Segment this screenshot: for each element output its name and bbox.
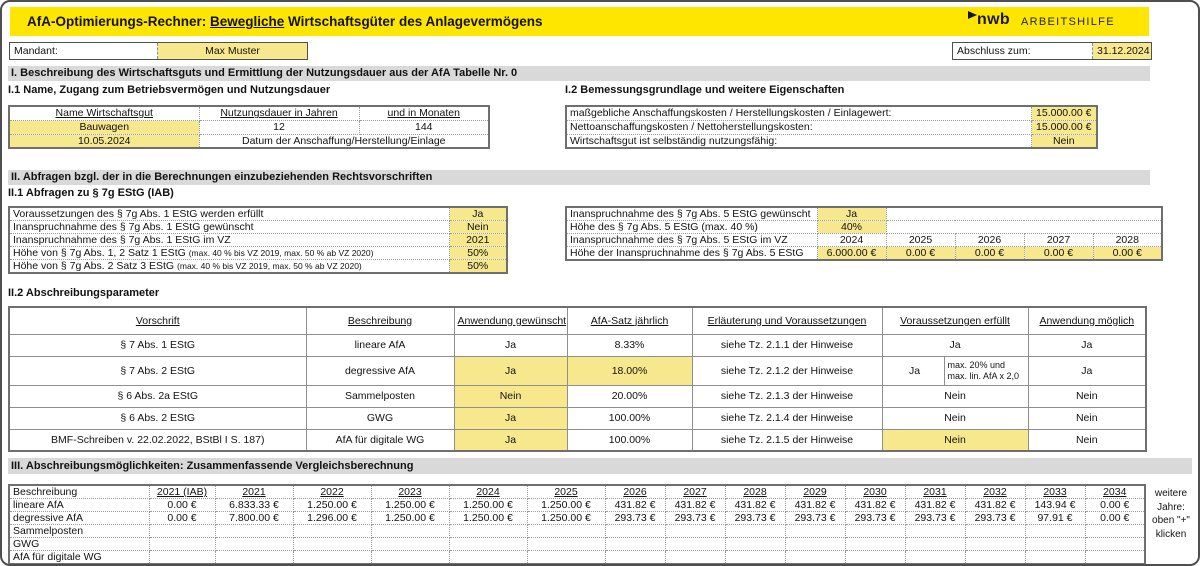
vz-year: 2028 <box>1093 234 1162 247</box>
abs5-amount-input[interactable]: 0.00 € <box>886 247 955 261</box>
conditions-met-cell <box>882 356 1028 385</box>
cell: 0.00 € <box>149 499 215 512</box>
table-row <box>9 551 1145 565</box>
cell <box>1025 551 1085 565</box>
cell <box>449 525 527 538</box>
cell <box>449 538 527 551</box>
apply-wanted: Ja <box>454 334 567 356</box>
rule-description: GWG <box>306 407 454 429</box>
col-header-description: Beschreibung <box>9 485 149 499</box>
cell <box>293 551 371 565</box>
conditions-note: max. 20% und max. lin. AfA x 2,0 <box>944 357 1025 385</box>
rule-description: AfA für digitale WG <box>306 429 454 451</box>
col-header-year: 2033 <box>1025 485 1085 499</box>
iab-answer-input[interactable]: Nein <box>449 221 507 234</box>
iab-table-left <box>8 206 508 274</box>
cell <box>665 551 725 565</box>
cell: 1.250.00 € <box>527 512 605 525</box>
col-header-year: 2021 (IAB) <box>149 485 215 499</box>
iab-answer-input[interactable]: 2021 <box>449 234 507 247</box>
cell <box>371 551 449 565</box>
abs5-amount-input[interactable]: 6.000.00 € <box>817 247 886 261</box>
acquisition-date-label: Datum der Anschaffung/Herstellung/Einlage <box>199 134 489 148</box>
rule-name: BMF-Schreiben v. 22.02.2022, BStBl I S. 187) <box>9 429 306 451</box>
cell: 293.73 € <box>785 512 845 525</box>
nwb-brand-text: nwb <box>977 11 1010 28</box>
abs5-amount-input[interactable]: 0.00 € <box>1093 247 1162 261</box>
cell: 293.73 € <box>725 512 785 525</box>
vz-year: 2024 <box>817 234 886 247</box>
col-header-months: und in Monaten <box>359 106 489 120</box>
row-label: Sammelposten <box>9 525 149 538</box>
rule-name: § 6 Abs. 2a EStG <box>9 385 306 407</box>
apply-possible: Ja <box>1028 356 1146 385</box>
page-title <box>27 7 543 36</box>
cell <box>665 525 725 538</box>
section2-2-heading: II.2 Abschreibungsparameter <box>8 287 160 299</box>
cell <box>605 551 665 565</box>
col-header-year: 2034 <box>1085 485 1145 499</box>
cell <box>905 525 965 538</box>
rule-name: § 6 Abs. 2 EStG <box>9 407 306 429</box>
cell <box>371 525 449 538</box>
basis-label: maßgebliche Anschaffungskosten / Herstellungskosten / Einlagewert: <box>566 106 1031 120</box>
col-header-years: Nutzungsdauer in Jahren <box>199 106 359 120</box>
col-header-year: 2025 <box>527 485 605 499</box>
abs5-rate-label: Höhe des § 7g Abs. 5 EStG (max. 40 %) <box>566 221 817 234</box>
cell <box>845 538 905 551</box>
cell: 293.73 € <box>905 512 965 525</box>
conditions-met: Nein <box>882 385 1028 407</box>
net-cost-label: Nettoanschaffungskosten / Nettoherstellungskosten: <box>566 120 1031 134</box>
cell <box>725 551 785 565</box>
col-header: Anwendung möglich <box>1028 307 1146 334</box>
cell <box>965 538 1025 551</box>
col-header-year: 2029 <box>785 485 845 499</box>
iab-question-label: Höhe von § 7g Abs. 2 Satz 3 EStG (max. 40 % bis VZ 2019, max. 50 % ab VZ 2020) <box>9 260 449 274</box>
explanation-ref: siehe Tz. 2.1.5 der Hinweise <box>692 429 882 451</box>
col-header-year: 2026 <box>605 485 665 499</box>
cell <box>725 525 785 538</box>
afa-rate-input[interactable]: 18.00% <box>567 356 692 385</box>
standalone-usable-input[interactable]: Nein <box>1031 134 1097 148</box>
explanation-ref: siehe Tz. 2.1.1 der Hinweise <box>692 334 882 356</box>
iab-answer-input[interactable]: 50% <box>449 260 507 274</box>
asset-table <box>8 105 490 149</box>
cell <box>293 538 371 551</box>
cell <box>527 538 605 551</box>
cell <box>605 538 665 551</box>
afa-rate: 100.00% <box>567 429 692 451</box>
rule-description: degressive AfA <box>306 356 454 385</box>
cell <box>965 551 1025 565</box>
rule-description: Sammelposten <box>306 385 454 407</box>
col-header-year: 2028 <box>725 485 785 499</box>
cell: 293.73 € <box>605 512 665 525</box>
apply-wanted-input[interactable]: Nein <box>454 385 567 407</box>
apply-wanted-input[interactable]: Ja <box>454 356 567 385</box>
standalone-usable-label: Wirtschaftsgut ist selbständig nutzungsfähig: <box>566 134 1031 148</box>
more-years-note: weitere Jahre: oben "+" klicken <box>1152 488 1190 540</box>
basis-value-input[interactable]: 15.000.00 € <box>1031 106 1097 120</box>
vz-year: 2025 <box>886 234 955 247</box>
conditions-met: Nein <box>882 407 1028 429</box>
cell <box>665 538 725 551</box>
cell <box>149 525 215 538</box>
iab-table-right <box>565 206 1163 261</box>
cell <box>149 551 215 565</box>
title-suffix: Wirtschaftsgüter des Anlagevermögens <box>284 14 543 29</box>
cell <box>785 525 845 538</box>
rule-name: § 7 Abs. 2 EStG <box>9 356 306 385</box>
cell <box>1085 538 1145 551</box>
col-header: Vorschrift <box>9 307 306 334</box>
explanation-ref: siehe Tz. 2.1.2 der Hinweise <box>692 356 882 385</box>
cell <box>449 551 527 565</box>
abschluss-label: Abschluss zum: <box>953 43 1093 60</box>
abs5-amount-input[interactable]: 0.00 € <box>955 247 1024 261</box>
cell <box>785 538 845 551</box>
cell <box>845 525 905 538</box>
table-row <box>9 538 1145 551</box>
abschluss-box <box>952 42 1152 60</box>
section1-2-heading: I.2 Bemessungsgrundlage und weitere Eigenschaften <box>565 84 845 96</box>
afa-rate: 20.00% <box>567 385 692 407</box>
row-label: lineare AfA <box>9 499 149 512</box>
cell <box>905 538 965 551</box>
cell <box>1025 525 1085 538</box>
afa-rate: 8.33% <box>567 334 692 356</box>
cell <box>215 525 293 538</box>
col-header: Voraussetzungen erfüllt <box>882 307 1028 334</box>
parameters-table <box>8 306 1147 452</box>
col-header-year: 2030 <box>845 485 905 499</box>
cell: 7.800.00 € <box>215 512 293 525</box>
cell <box>785 551 845 565</box>
section2-heading: II. Abfragen bzgl. der in die Berechnungen einzubeziehenden Rechtsvorschriften <box>8 170 1150 185</box>
col-header-name: Name Wirtschaftsgut <box>9 106 199 120</box>
apply-possible: Nein <box>1028 407 1146 429</box>
cell <box>215 538 293 551</box>
cell: 431.82 € <box>905 499 965 512</box>
col-header-year: 2031 <box>905 485 965 499</box>
basis-table <box>565 105 1098 149</box>
cell: 293.73 € <box>665 512 725 525</box>
vz-year: 2027 <box>1024 234 1093 247</box>
vz-year: 2026 <box>955 234 1024 247</box>
afa-rate: 100.00% <box>567 407 692 429</box>
nwb-logo <box>968 9 1148 35</box>
nwb-flag-icon <box>968 11 977 19</box>
cell <box>905 551 965 565</box>
cell: 431.82 € <box>605 499 665 512</box>
cell: 431.82 € <box>725 499 785 512</box>
col-header: AfA-Satz jährlich <box>567 307 692 334</box>
apply-possible: Ja <box>1028 334 1146 356</box>
acquisition-date-input[interactable]: 10.05.2024 <box>9 134 199 148</box>
abschluss-date-input[interactable]: 31.12.2024 <box>1093 43 1152 60</box>
cell <box>965 525 1025 538</box>
apply-wanted-input[interactable]: Ja <box>454 407 567 429</box>
cell <box>1085 525 1145 538</box>
cell: 431.82 € <box>845 499 905 512</box>
conditions-met: Ja <box>882 334 1028 356</box>
cell: 293.73 € <box>965 512 1025 525</box>
iab-answer-input[interactable]: Ja <box>449 207 507 221</box>
col-header: Beschreibung <box>306 307 454 334</box>
abs5-vz-label: Inanspruchnahme des § 7g Abs. 5 EStG im VZ <box>566 234 817 247</box>
cell <box>527 551 605 565</box>
cell <box>149 538 215 551</box>
table-row <box>9 525 1145 538</box>
useful-life-months: 144 <box>359 120 489 134</box>
cell: 1.250.00 € <box>449 512 527 525</box>
explanation-ref: siehe Tz. 2.1.4 der Hinweise <box>692 407 882 429</box>
cell: 431.82 € <box>665 499 725 512</box>
col-header-year: 2024 <box>449 485 527 499</box>
row-label: AfA für digitale WG <box>9 551 149 565</box>
conditions-met-input[interactable]: Nein <box>882 429 1028 451</box>
mandant-input[interactable]: Max Muster <box>158 43 308 60</box>
cell: 431.82 € <box>965 499 1025 512</box>
mandant-box <box>9 42 308 60</box>
col-header: Erläuterung und Voraussetzungen <box>692 307 882 334</box>
empty-cell <box>886 221 1162 234</box>
abs5-amount-label: Höhe der Inanspruchnahme des § 7g Abs. 5 EStG <box>566 247 817 261</box>
title-underlined: Bewegliche <box>210 14 285 29</box>
cell: 6.833.33 € <box>215 499 293 512</box>
conditions-met: Ja <box>908 364 921 377</box>
iab-question-label: Inanspruchnahme des § 7g Abs. 1 EStG gewünscht <box>9 221 449 234</box>
title-bar <box>10 7 1149 36</box>
col-header: Anwendung gewünscht <box>454 307 567 334</box>
table-row <box>9 499 1145 512</box>
useful-life-years: 12 <box>199 120 359 134</box>
col-header-year: 2021 <box>215 485 293 499</box>
cell: 97.91 € <box>1025 512 1085 525</box>
cell <box>1085 551 1145 565</box>
cell: 293.73 € <box>845 512 905 525</box>
cell: 1.250.00 € <box>371 499 449 512</box>
cell <box>1025 538 1085 551</box>
iab-question-label: Höhe von § 7g Abs. 1, 2 Satz 1 EStG (max. 40 % bis VZ 2019, max. 50 % ab VZ 2020) <box>9 247 449 260</box>
cell: 0.00 € <box>149 512 215 525</box>
net-cost-value-input[interactable]: 15.000.00 € <box>1031 120 1097 134</box>
cell <box>371 538 449 551</box>
cell: 1.250.00 € <box>371 512 449 525</box>
section1-1-heading: I.1 Name, Zugang zum Betriebsvermögen und Nutzungsdauer <box>8 84 331 96</box>
nwb-brand-suffix: ARBEITSHILFE <box>1021 16 1115 28</box>
cell <box>605 525 665 538</box>
section3-heading: III. Abschreibungsmöglichkeiten: Zusammenfassende Vergleichsberechnung <box>8 458 1192 474</box>
iab-question-label: Voraussetzungen des § 7g Abs. 1 EStG werden erfüllt <box>9 207 449 221</box>
iab-question-label: Inanspruchnahme des § 7g Abs. 1 EStG im VZ <box>9 234 449 247</box>
row-label: degressive AfA <box>9 512 149 525</box>
cell: 1.250.00 € <box>293 499 371 512</box>
empty-cell <box>886 207 1162 221</box>
asset-name-input[interactable]: Bauwagen <box>9 120 199 134</box>
abs5-amount-input[interactable]: 0.00 € <box>1024 247 1093 261</box>
col-header-year: 2023 <box>371 485 449 499</box>
cell: 1.250.00 € <box>449 499 527 512</box>
explanation-ref: siehe Tz. 2.1.3 der Hinweise <box>692 385 882 407</box>
mandant-label: Mandant: <box>10 43 158 60</box>
cell: 1.250.00 € <box>527 499 605 512</box>
cell <box>527 525 605 538</box>
apply-wanted-input[interactable]: Ja <box>454 429 567 451</box>
title-prefix: AfA-Optimierungs-Rechner: <box>27 14 211 29</box>
rule-name: § 7 Abs. 1 EStG <box>9 334 306 356</box>
cell: 1.296.00 € <box>293 512 371 525</box>
col-header-year: 2032 <box>965 485 1025 499</box>
rule-description: lineare AfA <box>306 334 454 356</box>
section2-1-heading: II.1 Abfragen zu § 7g EStG (IAB) <box>8 187 174 199</box>
cell <box>293 525 371 538</box>
cell: 0.00 € <box>1085 512 1145 525</box>
comparison-table <box>8 484 1146 565</box>
apply-possible: Nein <box>1028 429 1146 451</box>
abs5-rate-input[interactable]: 40% <box>817 221 886 234</box>
cell: 431.82 € <box>785 499 845 512</box>
table-row <box>9 512 1145 525</box>
abs5-question-label: Inanspruchnahme des § 7g Abs. 5 EStG gewünscht <box>566 207 817 221</box>
apply-possible: Nein <box>1028 385 1146 407</box>
col-header-year: 2027 <box>665 485 725 499</box>
cell <box>845 551 905 565</box>
col-header-year: 2022 <box>293 485 371 499</box>
row-label: GWG <box>9 538 149 551</box>
cell <box>725 538 785 551</box>
iab-answer-input[interactable]: 50% <box>449 247 507 260</box>
abs5-answer-input[interactable]: Ja <box>817 207 886 221</box>
cell: 0.00 € <box>1085 499 1145 512</box>
section1-heading: I. Beschreibung des Wirtschaftsguts und Ermittlung der Nutzungsdauer aus der AfA Tabelle Nr. 0 <box>8 66 1150 81</box>
cell <box>215 551 293 565</box>
cell: 143.94 € <box>1025 499 1085 512</box>
